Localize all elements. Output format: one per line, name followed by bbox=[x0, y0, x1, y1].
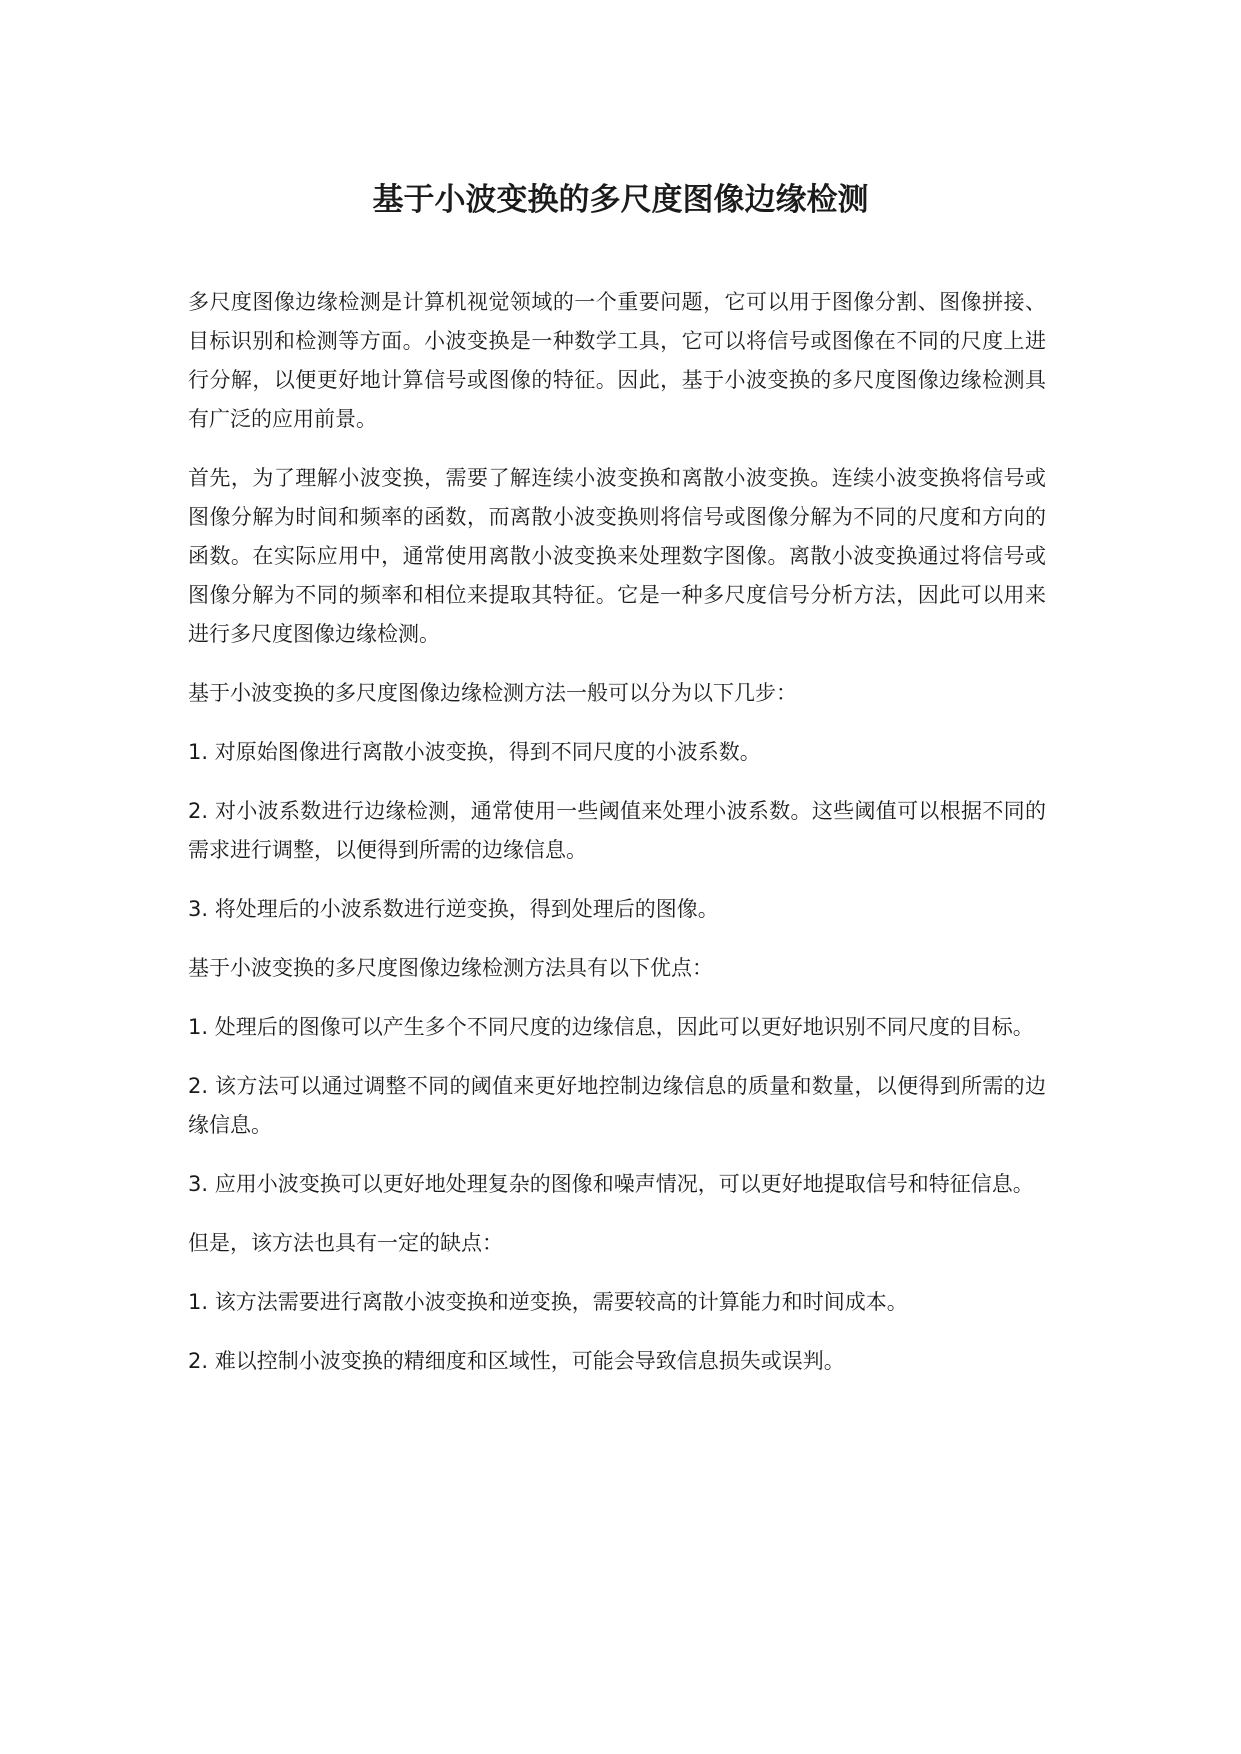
list-item-advantage-2: 2. 该方法可以通过调整不同的阈值来更好地控制边缘信息的质量和数量，以便得到所需的边缘信息。 bbox=[188, 1074, 1046, 1137]
document-title: 基于小波变换的多尺度图像边缘检测 bbox=[372, 182, 869, 218]
list-item-advantage-3: 3. 应用小波变换可以更好地处理复杂的图像和噪声情况，可以更好地提取信号和特征信息。 bbox=[188, 1172, 1034, 1196]
paragraph-disadvantages-heading: 但是，该方法也具有一定的缺点： bbox=[188, 1231, 503, 1255]
list-item-step-3: 3. 将处理后的小波系数进行逆变换，得到处理后的图像。 bbox=[188, 897, 719, 921]
list-item-step-2: 2. 对小波系数进行边缘检测，通常使用一些阈值来处理小波系数。这些阈值可以根据不同的需求进行调整，以便得到所需的边缘信息。 bbox=[188, 799, 1046, 862]
paragraph-advantages-heading: 基于小波变换的多尺度图像边缘检测方法具有以下优点： bbox=[188, 956, 713, 980]
list-item-disadvantage-1: 1. 该方法需要进行离散小波变换和逆变换，需要较高的计算能力和时间成本。 bbox=[188, 1290, 908, 1314]
list-item-step-1: 1. 对原始图像进行离散小波变换，得到不同尺度的小波系数。 bbox=[188, 740, 761, 764]
paragraph-wavelet-background: 首先，为了理解小波变换，需要了解连续小波变换和离散小波变换。连续小波变换将信号或图像分解为时间和频率的函数，而离散小波变换则将信号或图像分解为不同的尺度和方向的函数。在实际应用中，通常使用离散小波变换来处理数字图像。离散小波变换通过将信号或图像分解为不同的频率和相位来提取其特征。它是一种多尺度信号分析方法，因此可以用来进行多尺度图像边缘检测。 bbox=[188, 466, 1046, 646]
list-item-advantage-1: 1. 处理后的图像可以产生多个不同尺度的边缘信息，因此可以更好地识别不同尺度的目标。 bbox=[188, 1015, 1034, 1039]
paragraph-intro: 多尺度图像边缘检测是计算机视觉领域的一个重要问题，它可以用于图像分割、图像拼接、目标识别和检测等方面。小波变换是一种数学工具，它可以将信号或图像在不同的尺度上进行分解，以便更好地计算信号或图像的特征。因此，基于小波变换的多尺度图像边缘检测具有广泛的应用前景。 bbox=[188, 290, 1046, 431]
paragraph-steps-heading: 基于小波变换的多尺度图像边缘检测方法一般可以分为以下几步： bbox=[188, 681, 797, 705]
list-item-disadvantage-2: 2. 难以控制小波变换的精细度和区域性，可能会导致信息损失或误判。 bbox=[188, 1349, 845, 1373]
document-body bbox=[188, 283, 1046, 1401]
